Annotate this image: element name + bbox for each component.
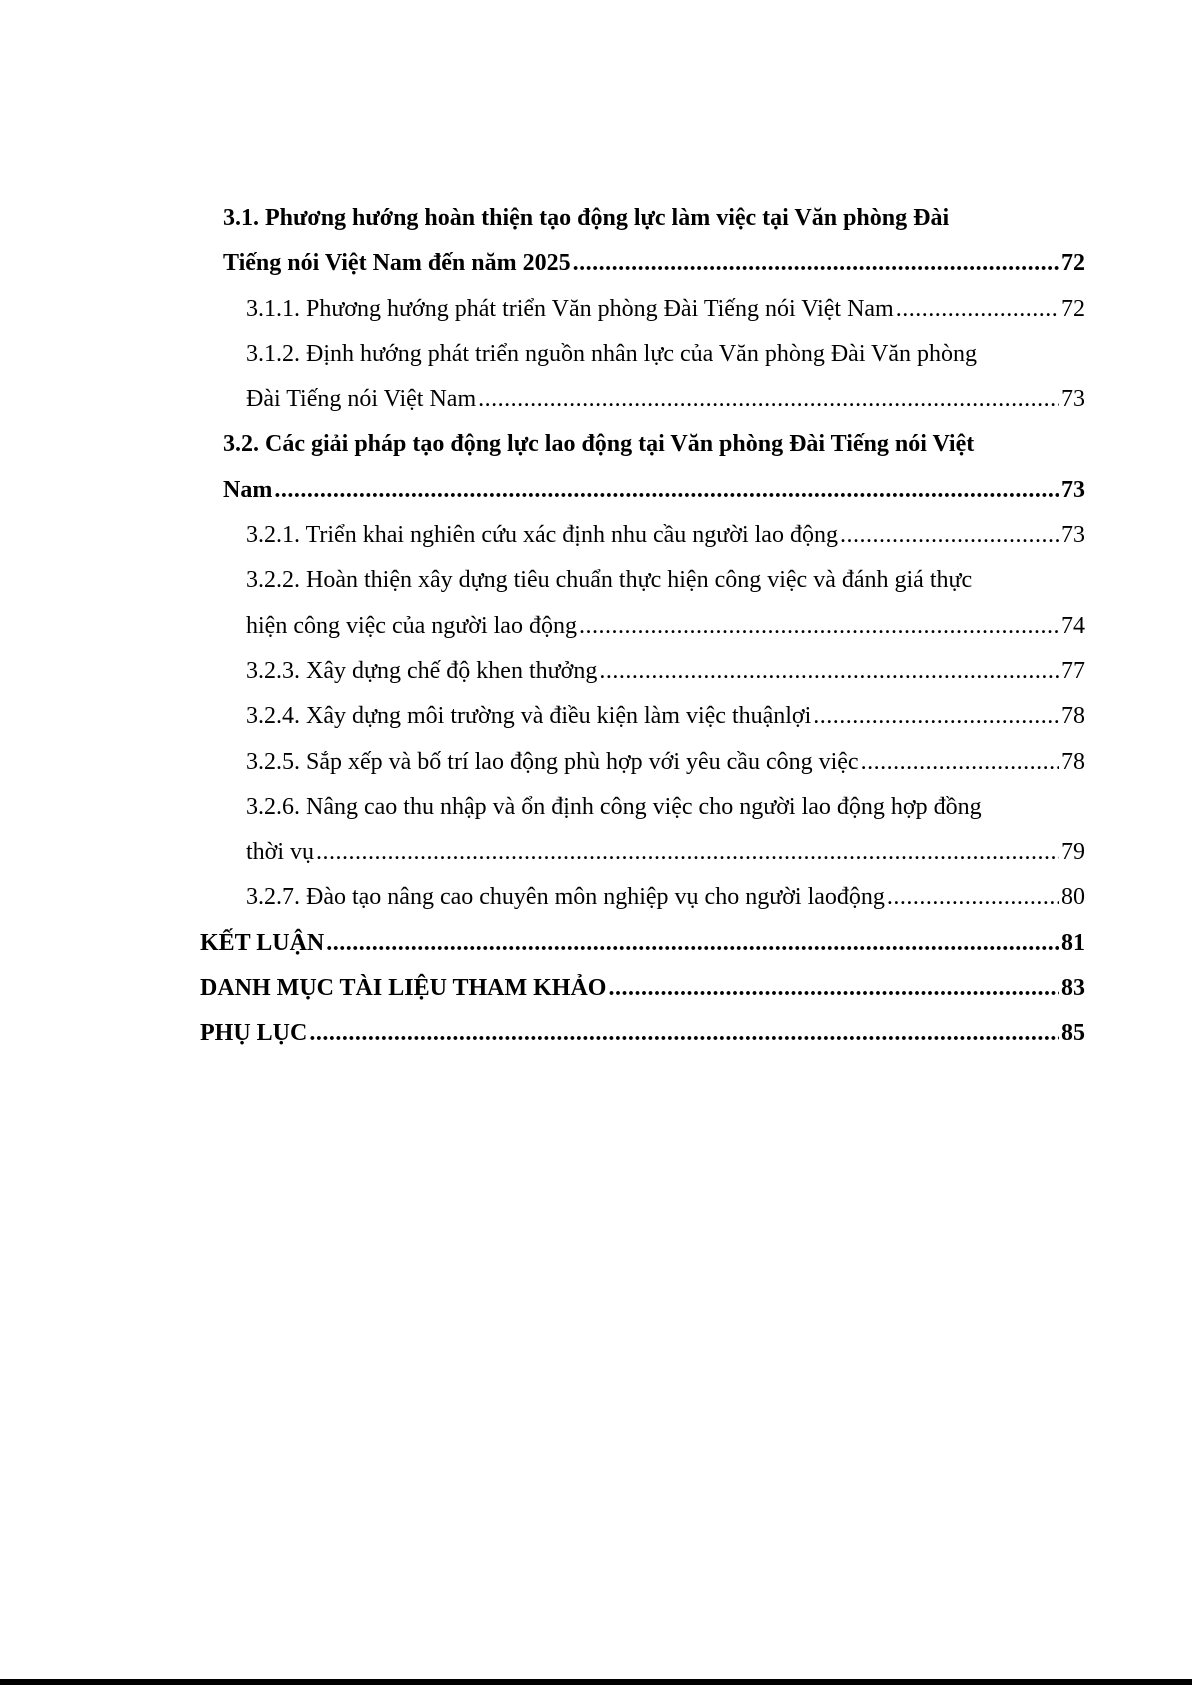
toc-entry-text: 3.1.2. Định hướng phát triển nguồn nhân lực của Văn phòng Đài Văn phòng [246, 340, 978, 367]
toc-entry-text: Đài Tiếng nói Việt Nam [246, 386, 477, 413]
toc-entry-text: 3.1.1. Phương hướng phát triển Văn phòng Đài Tiếng nói Việt Nam [246, 295, 894, 322]
dot-leader [579, 604, 1059, 649]
toc-page-number: 72 [1061, 250, 1085, 277]
toc-page-number: 83 [1061, 975, 1085, 1002]
dot-leader [896, 287, 1059, 332]
toc-entry-3-2[interactable] [200, 422, 1085, 513]
dot-leader [478, 377, 1059, 422]
toc-entry-text: Nam [223, 476, 273, 503]
toc-entry-3-1-1[interactable] [200, 287, 1085, 332]
toc-page-number: 78 [1061, 703, 1085, 730]
dot-leader [887, 875, 1059, 920]
toc-page-number: 73 [1061, 386, 1085, 413]
toc-page-number: 73 [1061, 476, 1085, 503]
toc-page-number: 85 [1061, 1020, 1085, 1047]
dot-leader [861, 740, 1059, 785]
page-bottom-border [0, 1679, 1192, 1685]
dot-leader [599, 649, 1059, 694]
toc-entry-3-1-2[interactable] [200, 332, 1085, 423]
toc-entry-text: DANH MỤC TÀI LIỆU THAM KHẢO [200, 975, 607, 1002]
toc-page-number: 72 [1061, 295, 1085, 322]
toc-page-number: 78 [1061, 748, 1085, 775]
toc-entry-ket-luan[interactable] [200, 921, 1085, 966]
dot-leader [813, 694, 1059, 739]
toc-entry-3-2-3[interactable] [200, 649, 1085, 694]
toc-page-number: 81 [1061, 929, 1085, 956]
toc-entry-text: Tiếng nói Việt Nam đến năm 2025 [223, 250, 571, 277]
toc-entry-text: PHỤ LỤC [200, 1020, 308, 1047]
toc-entry-text: KẾT LUẬN [200, 929, 325, 956]
toc-entry-text: 3.2.4. Xây dựng môi trường và điều kiện làm việc thuậnlợi [246, 703, 812, 730]
toc-page-number: 74 [1061, 612, 1085, 639]
toc-entry-text: 3.2. Các giải pháp tạo động lực lao động tại Văn phòng Đài Tiếng nói Việt [223, 431, 975, 458]
toc-entry-3-2-7[interactable] [200, 875, 1085, 920]
toc-page-number: 79 [1061, 839, 1085, 866]
toc-entry-text: 3.2.7. Đào tạo nâng cao chuyên môn nghiệp vụ cho người laođộng [246, 884, 885, 911]
toc-page-number: 77 [1061, 657, 1085, 684]
toc-entry-text: 3.2.6. Nâng cao thu nhập và ổn định công việc cho người lao động hợp đồng [246, 793, 982, 820]
toc-entry-3-1[interactable] [200, 196, 1085, 287]
dot-leader [840, 513, 1059, 558]
dot-leader [608, 966, 1059, 1011]
toc-entry-references[interactable] [200, 966, 1085, 1011]
toc-entry-text: 3.2.1. Triển khai nghiên cứu xác định nhu cầu người lao động [246, 522, 838, 549]
dot-leader [316, 830, 1059, 875]
toc-entry-3-2-5[interactable] [200, 740, 1085, 785]
toc-entry-text: hiện công việc của người lao động [246, 612, 577, 639]
dot-leader [326, 921, 1059, 966]
toc-entry-3-2-4[interactable] [200, 694, 1085, 739]
toc-entry-appendix[interactable] [200, 1011, 1085, 1056]
toc-entry-text: 3.2.2. Hoàn thiện xây dựng tiêu chuẩn thực hiện công việc và đánh giá thực [246, 567, 973, 594]
dot-leader [309, 1011, 1059, 1056]
toc-entry-text: 3.2.3. Xây dựng chế độ khen thưởng [246, 657, 598, 684]
toc-entry-3-2-6[interactable] [200, 785, 1085, 876]
toc-entry-text: thời vụ [246, 839, 315, 866]
toc-entry-text: 3.2.5. Sắp xếp và bố trí lao động phù hợp với yêu cầu công việc [246, 748, 859, 775]
toc-entry-text: 3.1. Phương hướng hoàn thiện tạo động lực làm việc tại Văn phòng Đài [223, 205, 950, 231]
table-of-contents [200, 196, 1085, 1057]
dot-leader [274, 468, 1059, 513]
toc-page-number: 73 [1061, 522, 1085, 549]
toc-entry-3-2-2[interactable] [200, 558, 1085, 649]
dot-leader [573, 241, 1059, 286]
toc-entry-3-2-1[interactable] [200, 513, 1085, 558]
toc-page-number: 80 [1061, 884, 1085, 911]
